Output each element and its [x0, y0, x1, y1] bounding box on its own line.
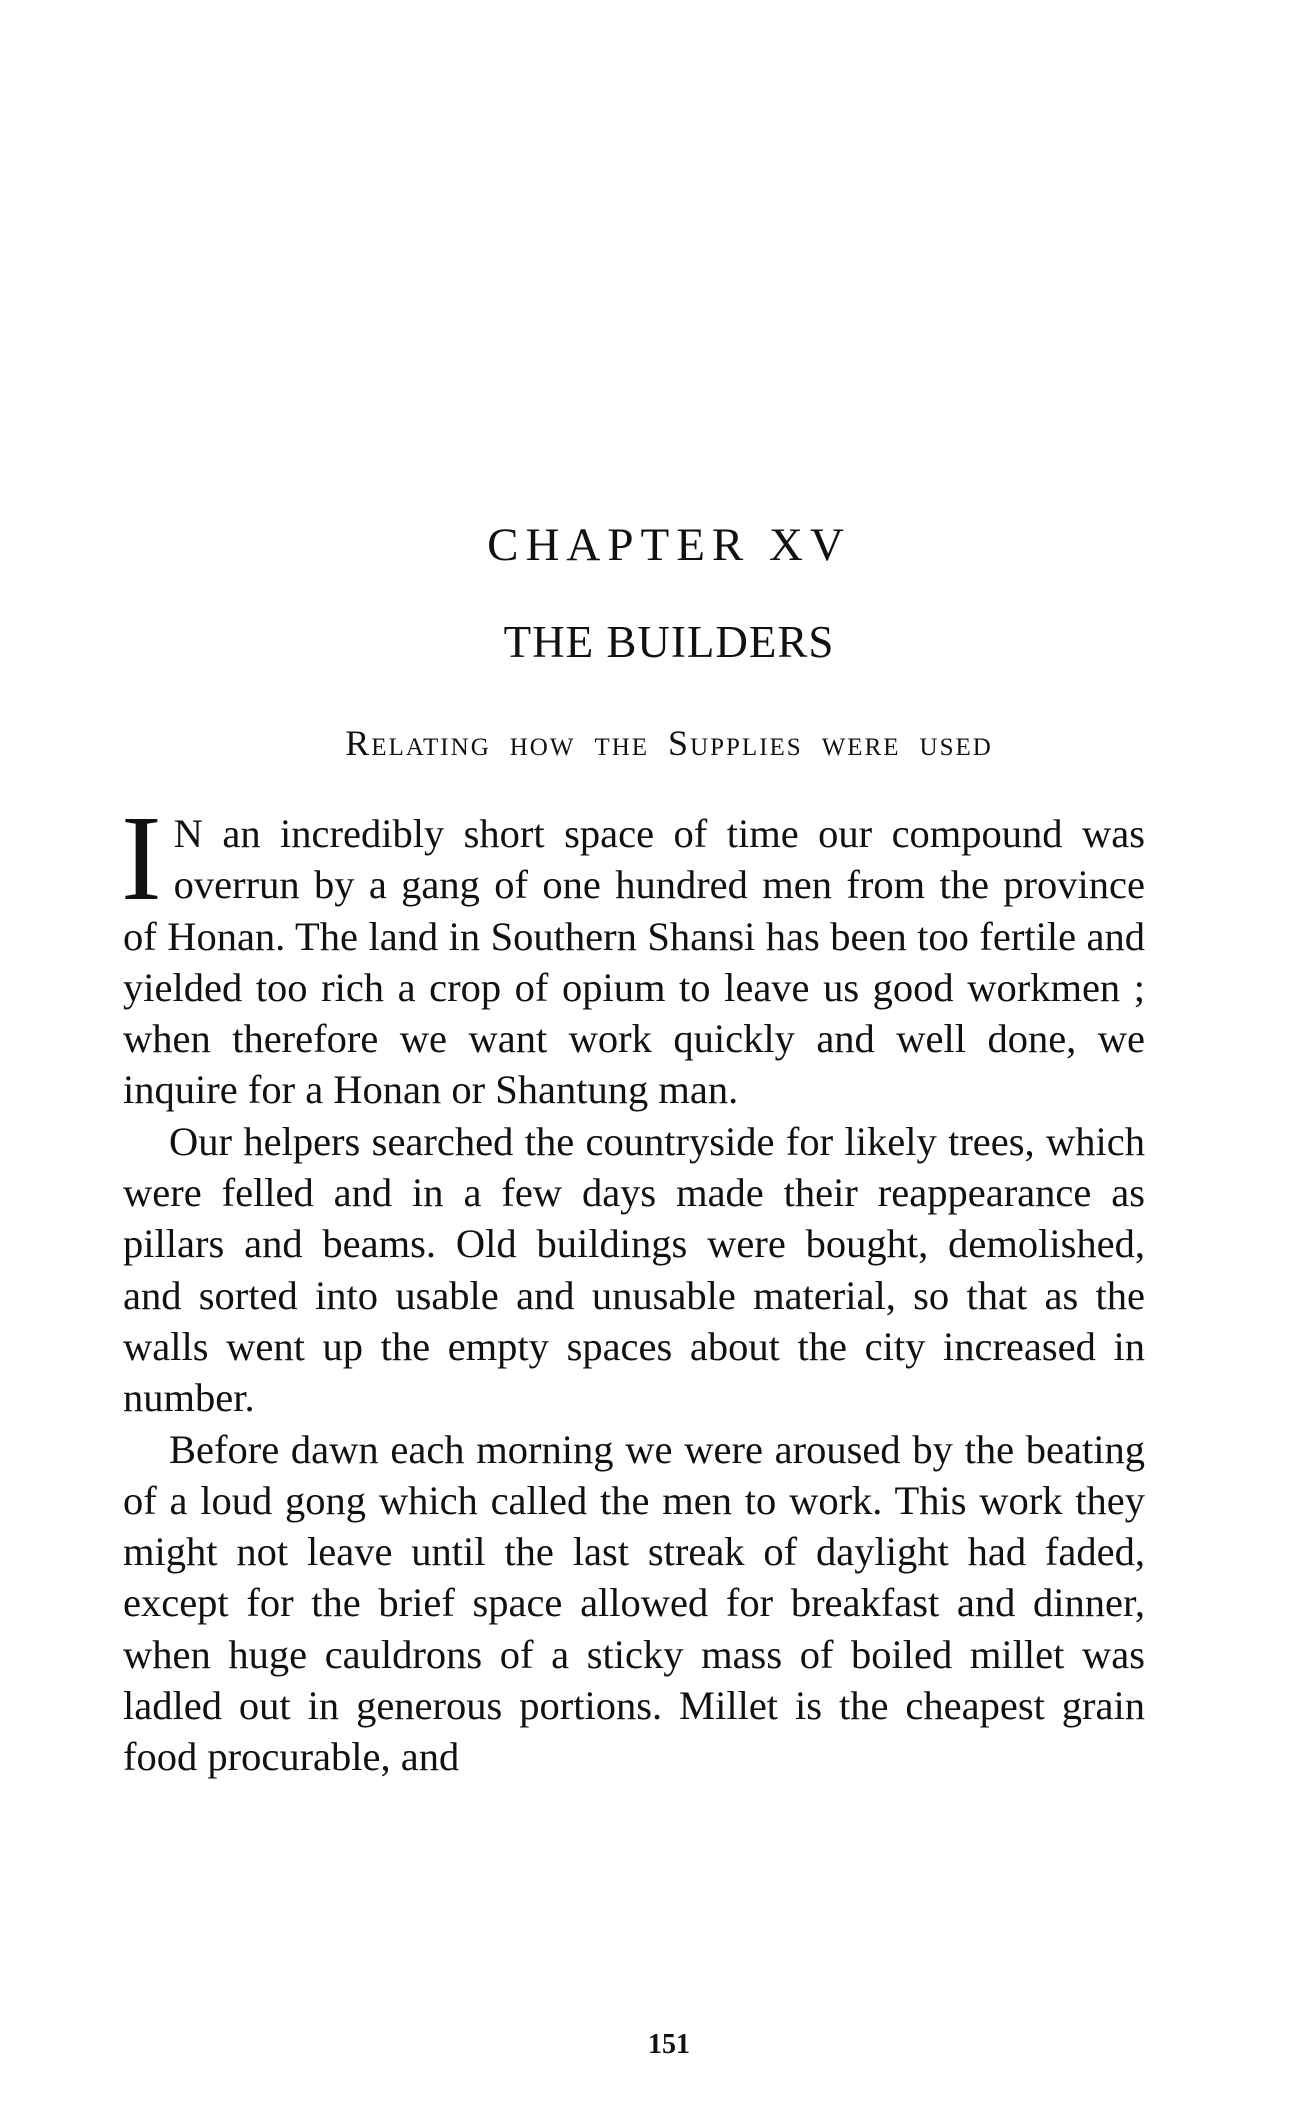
paragraph-3: Before dawn each morning we were aroused by the beating of a loud gong which called the men to work. This work they might not leave until the last streak of daylight had faded, except for the brief space allowed for breakfast and dinner, when huge cauldrons of a sticky mass of boiled millet was ladled out in generous portions. Millet is the cheapest grain food procurable, and — [123, 1426, 1145, 1780]
chapter-number: CHAPTER XV — [487, 519, 851, 571]
paragraph-1 — [121, 791, 1145, 1116]
chapter-subtitle: Relating how the Supplies were used — [345, 723, 993, 763]
drop-cap: I — [121, 791, 162, 926]
paragraph-1-text: N an incredibly short space of time our compound was overrun by a gang of one hundred men from the province of Honan. The land in Southern Shansi has been too fertile and yielded too rich a crop of opium to leave us good workmen ; when therefore we want work quickly and well done, we inquire for a Honan or Shantung man. — [123, 811, 1145, 1113]
body-text — [121, 791, 1145, 1783]
page-number: 151 — [648, 2029, 690, 2060]
paragraph-2: Our helpers searched the countryside for likely trees, which were felled and in a few days made their reappearance as pillars and beams. Old buildings were bought, demolished, and sorted into usable and unusable material, so that as the walls went up the empty spaces about the city increased in number. — [123, 1118, 1145, 1421]
chapter-title: THE BUILDERS — [503, 617, 835, 667]
